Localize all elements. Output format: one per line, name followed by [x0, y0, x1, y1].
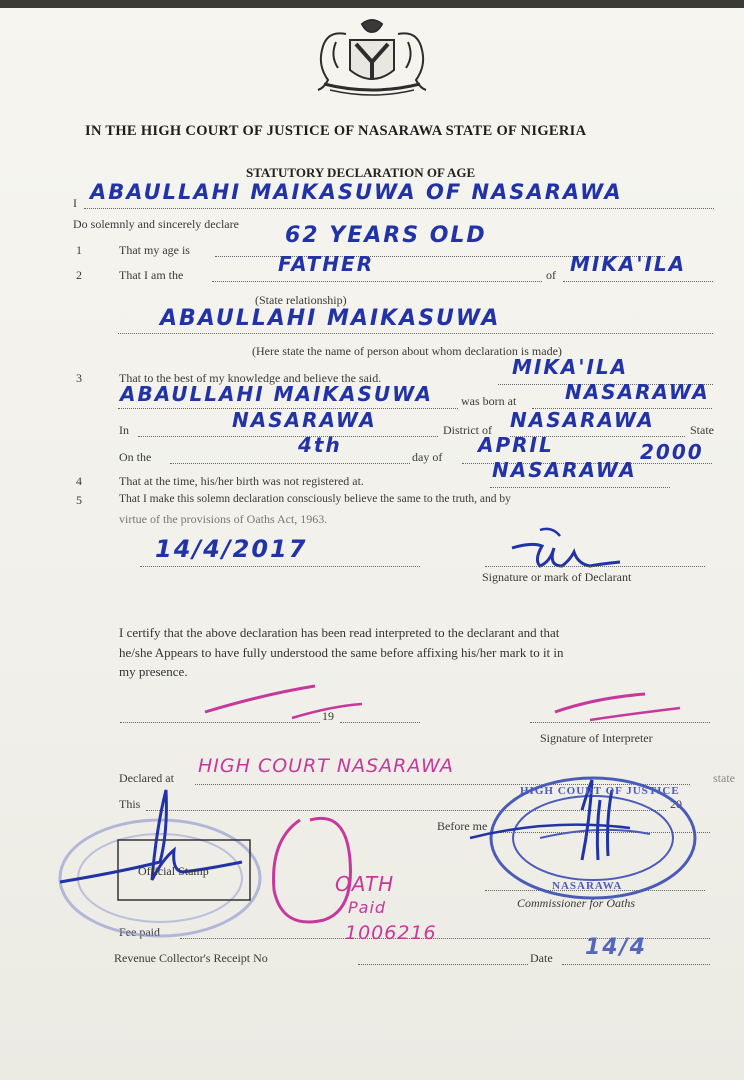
day-value: 4th [298, 433, 342, 457]
date-value: 14/4 [585, 935, 647, 960]
before-me-label: Before me [437, 819, 488, 833]
year-20-label: 20 [670, 797, 682, 811]
born-at-value: NASARAWA [565, 380, 710, 404]
solemnly-declare-text: Do solemnly and sincerely declare [73, 217, 239, 231]
district-value: NASARAWA [510, 408, 655, 432]
day-line [170, 463, 410, 464]
interpreter-signature-line [530, 722, 710, 723]
relationship-value: FATHER [278, 252, 375, 276]
month-value: APRIL [478, 433, 554, 457]
certify-line1: I certify that the above declaration has been read interpreted to the declarant and that [119, 625, 560, 640]
state-label: State [690, 423, 714, 437]
in-value: NASARAWA [232, 408, 377, 432]
this-line [146, 810, 666, 811]
subject-name-value: MIKA'ILA [512, 355, 629, 379]
person-name-value: ABAULLAHI MAIKASUWA [160, 306, 501, 331]
in-line [138, 436, 438, 437]
item4-number: 4 [76, 474, 82, 488]
court-stamp-text-top: HIGH COURT OF JUSTICE [520, 785, 680, 797]
oath-paid-text: Paid [348, 898, 387, 917]
this-label: This [119, 797, 141, 811]
item4-line [490, 487, 670, 488]
date-line [562, 964, 710, 965]
item3-label: That to the best of my knowledge and believe the said. [119, 371, 382, 385]
day-of-label: day of [412, 450, 443, 464]
declarant-prefix: I [73, 196, 77, 210]
declarant-name: ABAULLAHI MAIKASUWA OF NASARAWA [90, 180, 623, 204]
relationship-of-value: MIKA'ILA [570, 252, 687, 276]
relationship-hint: (State relationship) [255, 293, 347, 307]
item2-number: 2 [76, 268, 82, 282]
court-title: IN THE HIGH COURT OF JUSTICE OF NASARAWA STATE OF NIGERIA [85, 123, 587, 139]
receipt-line [358, 964, 528, 965]
age-value: 62 YEARS OLD [285, 223, 487, 248]
registered-at-value: NASARAWA [492, 458, 637, 482]
item1-label: That my age is [119, 243, 190, 257]
official-stamp-label: Official Stamp [138, 864, 209, 878]
item5-number: 5 [76, 493, 82, 507]
commissioner-caption: Commissioner for Oaths [517, 896, 636, 910]
in-label: In [119, 423, 129, 437]
declaration-date-line [140, 566, 420, 567]
court-stamp-text-bottom: NASARAWA [552, 880, 623, 892]
oath-receipt-number: 1006216 [345, 922, 437, 944]
certify-line3: my presence. [119, 664, 188, 679]
item4-label: That at the time, his/her birth was not registered at. [119, 474, 364, 488]
item5-line1: That I make this solemn declaration consciously believe the same to the truth, and by [119, 493, 511, 505]
item2-of-line [563, 281, 713, 282]
item5-line2: virtue of the provisions of Oaths Act, 1963. [119, 512, 328, 526]
interpreter-date-line [120, 722, 320, 723]
person-name-line [118, 333, 713, 334]
declared-at-label: Declared at [119, 771, 174, 785]
interpreter-year-prefix: 19 [322, 709, 334, 723]
receipt-label: Revenue Collector's Receipt No [114, 951, 268, 965]
person-name-hint: (Here state the name of person about whom declaration is made) [252, 344, 562, 358]
coat-of-arms-emblem [0, 0, 744, 120]
before-me-line [500, 832, 710, 833]
item2-of-label: of [546, 268, 556, 282]
item2-line [212, 281, 542, 282]
on-the-label: On the [119, 450, 152, 464]
oath-text: OATH [335, 872, 395, 896]
declarant-line [84, 208, 714, 209]
declarant-signature-caption: Signature or mark of Declarant [482, 570, 632, 584]
date-label: Date [530, 951, 553, 965]
form-title: STATUTORY DECLARATION OF AGE [246, 165, 476, 180]
born-at-label: was born at [461, 394, 517, 408]
item2-label: That I am the [119, 268, 184, 282]
declaration-date: 14/4/2017 [155, 535, 308, 563]
fee-paid-label: Fee paid [119, 925, 160, 939]
certify-line2: he/she Appears to have fully understood the same before affixing his/her mark to it in [119, 645, 564, 660]
subject-father-value: ABAULLAHI MAIKASUWA [120, 382, 433, 406]
district-label: District of [443, 423, 492, 437]
declarant-signature-line [485, 566, 705, 567]
interpreter-caption: Signature of Interpreter [540, 731, 653, 745]
year-value: 2000 [640, 440, 704, 464]
item1-number: 1 [76, 243, 82, 257]
declared-at-value: HIGH COURT NASARAWA [198, 755, 454, 777]
item3-number: 3 [76, 371, 82, 385]
declared-at-suffix: state [713, 771, 735, 785]
interpreter-year-line [340, 722, 420, 723]
